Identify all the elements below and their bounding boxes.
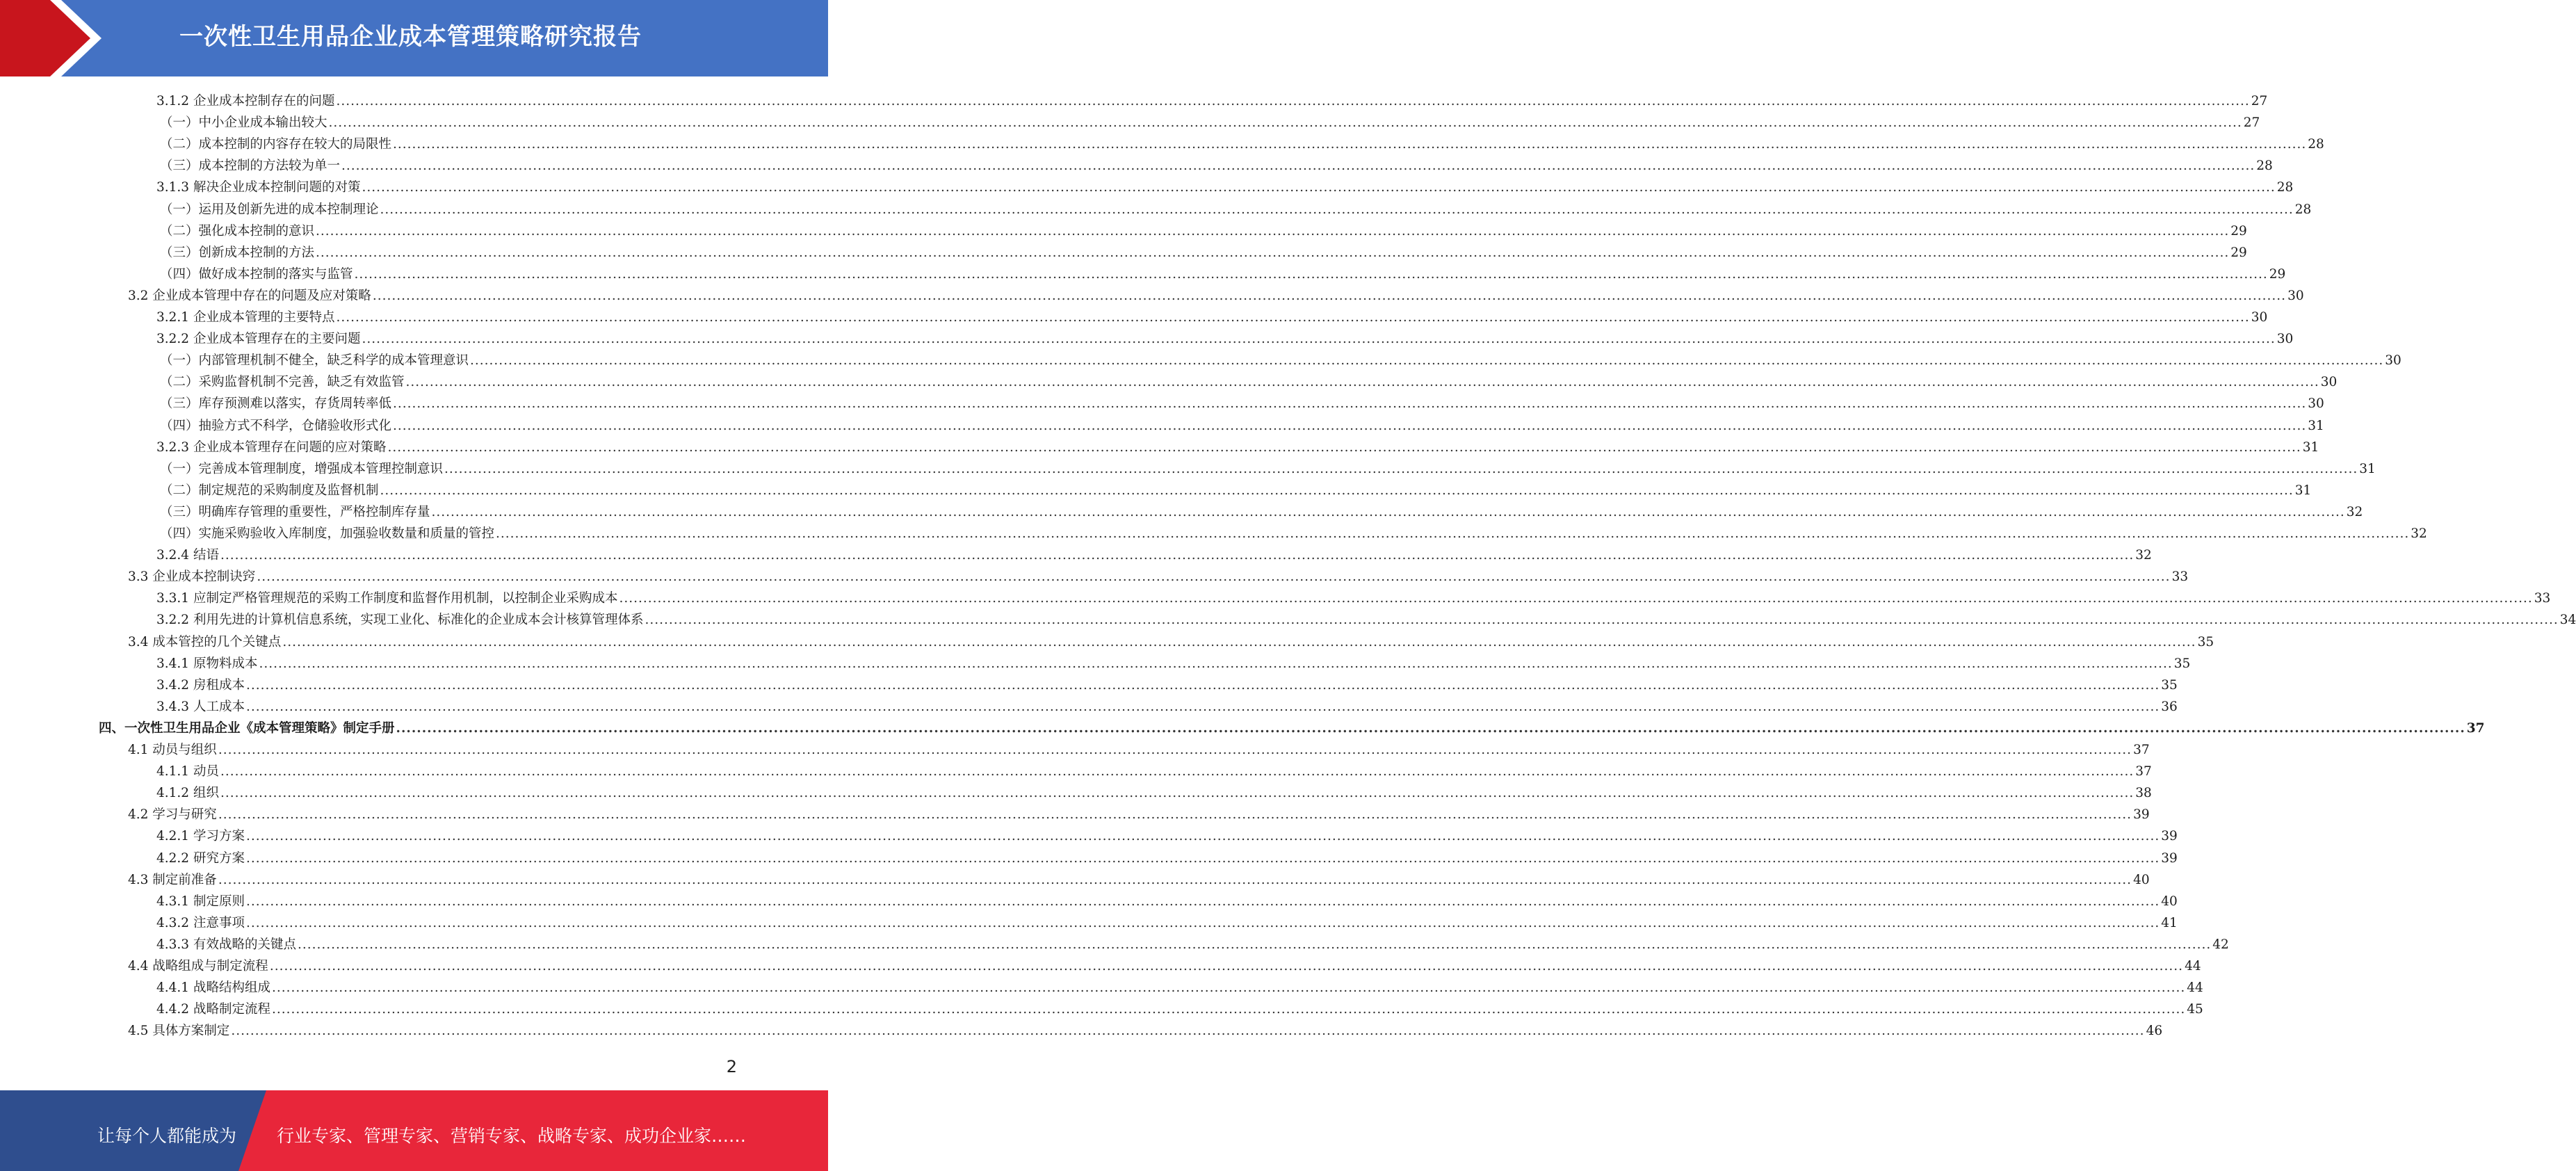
toc-leader-dots: ................................................................................................................................................................................................................................................................................................................................................................................................................ <box>470 353 2384 369</box>
toc-entry-label: 3.2.2 利用先进的计算机信息系统，实现工业化、标准化的企业成本会计核算管理体系 <box>156 613 644 628</box>
toc-entry-page: 39 <box>2133 807 2150 823</box>
toc-leader-dots: ................................................................................................................................................................................................................................................................................................................................................................................................................ <box>354 266 2268 282</box>
toc-leader-dots: ................................................................................................................................................................................................................................................................................................................................................................................................................ <box>396 720 2465 736</box>
toc-leader-dots: ................................................................................................................................................................................................................................................................................................................................................................................................................ <box>282 634 2196 649</box>
toc-leader-dots: ................................................................................................................................................................................................................................................................................................................................................................................................................ <box>393 418 2307 433</box>
toc-entry-label: 4.4.1 战略结构组成 <box>156 980 270 996</box>
toc-entry-page: 28 <box>2276 180 2294 195</box>
toc-entry-page: 38 <box>2135 786 2152 801</box>
toc-entry-label: 3.3.1 应制定严格管理规范的采购工作制度和监督作用机制，以控制企业采购成本 <box>156 591 618 606</box>
toc-entry-page: 41 <box>2161 915 2178 930</box>
toc-entry[interactable] <box>128 868 2150 889</box>
toc-entry[interactable] <box>128 954 2201 976</box>
toc-entry-page: 37 <box>2466 720 2485 736</box>
toc-entry[interactable] <box>156 911 2178 932</box>
toc-entry-label: 3.4.3 人工成本 <box>156 699 245 714</box>
toc-entry[interactable] <box>160 197 2312 219</box>
toc-entry[interactable] <box>128 738 2150 759</box>
toc-leader-dots: ................................................................................................................................................................................................................................................................................................................................................................................................................ <box>336 94 2250 108</box>
toc-entry-page: 30 <box>2276 332 2294 347</box>
toc-entry-page: 40 <box>2161 894 2178 909</box>
toc-entry[interactable] <box>128 1019 2163 1040</box>
toc-leader-dots: ................................................................................................................................................................................................................................................................................................................................................................................................................ <box>431 504 2345 519</box>
toc-entry-label: 3.4.2 房租成本 <box>156 677 245 693</box>
toc-entry[interactable] <box>160 457 2376 478</box>
toc-leader-dots: ................................................................................................................................................................................................................................................................................................................................................................................................................ <box>220 764 2134 780</box>
toc-entry-page: 32 <box>2346 504 2363 519</box>
toc-entry-label: （三）库存预测难以落实，存货周转率低 <box>160 396 392 412</box>
toc-entry-page: 31 <box>2294 483 2312 498</box>
toc-entry-label: 4.1.1 动员 <box>156 764 219 780</box>
toc-entry-label: （四）实施采购验收入库制度，加强验收数量和质量的管控 <box>160 526 495 541</box>
toc-leader-dots: ................................................................................................................................................................................................................................................................................................................................................................................................................ <box>393 137 2307 152</box>
toc-leader-dots: ................................................................................................................................................................................................................................................................................................................................................................................................................ <box>271 980 2186 996</box>
toc-entry-label: 4.5 具体方案制定 <box>128 1024 230 1039</box>
toc-entry[interactable] <box>160 391 2324 413</box>
toc-entry-page: 42 <box>2212 937 2229 952</box>
toc-entry-label: 3.4 成本管控的几个关键点 <box>128 634 282 649</box>
toc-entry-page: 30 <box>2287 288 2304 303</box>
toc-entry-page: 36 <box>2161 699 2178 714</box>
toc-entry-page: 39 <box>2161 829 2178 844</box>
toc-leader-dots: ................................................................................................................................................................................................................................................................................................................................................................................................................ <box>231 1024 2145 1039</box>
toc-entry-page: 27 <box>2251 94 2268 108</box>
toc-entry[interactable] <box>160 111 2260 132</box>
toc-entry-label: （三）明确库存管理的重要性，严格控制库存量 <box>160 504 430 519</box>
toc-entry[interactable] <box>160 348 2401 370</box>
toc-entry[interactable] <box>99 716 2485 738</box>
toc-entry-page: 28 <box>2308 137 2324 152</box>
toc-entry-page: 37 <box>2135 764 2152 780</box>
toc-entry-page: 34 <box>2559 613 2576 628</box>
toc-entry-label: 3.2 企业成本管理中存在的问题及应对策略 <box>128 288 371 303</box>
toc-leader-dots: ................................................................................................................................................................................................................................................................................................................................................................................................................ <box>619 591 2533 606</box>
toc-leader-dots: ................................................................................................................................................................................................................................................................................................................................................................................................................ <box>362 180 2276 195</box>
toc-leader-dots: ................................................................................................................................................................................................................................................................................................................................................................................................................ <box>245 699 2160 714</box>
toc-entry[interactable] <box>128 565 2189 586</box>
toc-entry-page: 31 <box>2302 439 2319 455</box>
toc-entry-page: 33 <box>2534 591 2551 606</box>
toc-entry[interactable] <box>160 219 2247 241</box>
toc-entry-label: （三）成本控制的方法较为单一 <box>160 159 341 174</box>
toc-entry-page: 35 <box>2173 656 2191 671</box>
toc-entry-page: 32 <box>2411 526 2427 541</box>
toc-entry-page: 29 <box>2230 223 2247 239</box>
toc-leader-dots: ................................................................................................................................................................................................................................................................................................................................................................................................................ <box>341 159 2255 174</box>
toc-entry-page: 35 <box>2161 677 2178 693</box>
toc-entry[interactable] <box>160 241 2247 262</box>
toc-entry-label: （一）中小企业成本输出较大 <box>160 115 327 131</box>
toc-entry-label: 4.2.1 学习方案 <box>156 829 245 844</box>
toc-entry-label: （四）做好成本控制的落实与监管 <box>160 266 353 282</box>
page-header <box>0 0 828 76</box>
toc-entry-label: 4.1.2 组织 <box>156 786 219 801</box>
toc-entry-page: 37 <box>2133 743 2150 757</box>
toc-entry[interactable] <box>156 652 2191 673</box>
toc-entry[interactable] <box>156 175 2294 197</box>
toc-entry-page: 29 <box>2230 245 2247 260</box>
page-number: 2 <box>726 1057 737 1076</box>
toc-entry-page: 32 <box>2135 548 2152 563</box>
toc-leader-dots: ................................................................................................................................................................................................................................................................................................................................................................................................................ <box>372 288 2287 303</box>
toc-entry-label: 3.4.1 原物料成本 <box>156 656 258 671</box>
page-footer <box>0 1090 828 1171</box>
toc-entry-label: 4.4.2 战略制定流程 <box>156 1002 270 1017</box>
toc-entry-page: 30 <box>2308 396 2324 412</box>
toc-entry-label: （二）成本控制的内容存在较大的局限性 <box>160 137 392 152</box>
toc-entry-label: 3.1.3 解决企业成本控制问题的对策 <box>156 180 361 195</box>
toc-leader-dots: ................................................................................................................................................................................................................................................................................................................................................................................................................ <box>362 332 2276 347</box>
toc-entry-page: 33 <box>2171 570 2189 585</box>
toc-entry-page: 27 <box>2243 115 2260 131</box>
toc-entry-page: 30 <box>2385 353 2401 369</box>
toc-entry[interactable] <box>160 478 2312 500</box>
toc-entry[interactable] <box>160 522 2427 543</box>
toc-entry-label: 3.2.2 企业成本管理存在的主要问题 <box>156 332 361 347</box>
toc-leader-dots: ................................................................................................................................................................................................................................................................................................................................................................................................................ <box>269 959 2184 974</box>
toc-entry[interactable] <box>156 608 2576 629</box>
toc-leader-dots: ................................................................................................................................................................................................................................................................................................................................................................................................................ <box>316 245 2230 260</box>
toc-leader-dots: ................................................................................................................................................................................................................................................................................................................................................................................................................ <box>218 872 2132 887</box>
toc-leader-dots: ................................................................................................................................................................................................................................................................................................................................................................................................................ <box>245 894 2160 909</box>
toc-leader-dots: ................................................................................................................................................................................................................................................................................................................................................................................................................ <box>328 115 2242 131</box>
toc-leader-dots: ................................................................................................................................................................................................................................................................................................................................................................................................................ <box>220 548 2134 563</box>
toc-leader-dots: ................................................................................................................................................................................................................................................................................................................................................................................................................ <box>316 223 2230 239</box>
toc-leader-dots: ................................................................................................................................................................................................................................................................................................................................................................................................................ <box>297 937 2212 952</box>
footer-slogan-roles: 行业专家、管理专家、营销专家、战略专家、成功企业家…… <box>277 1126 747 1146</box>
toc-entry[interactable] <box>156 889 2178 911</box>
toc-entry-label: （一）完善成本管理制度，增强成本管理控制意识 <box>160 461 444 476</box>
toc-entry[interactable] <box>160 262 2286 284</box>
toc-entry[interactable] <box>156 327 2294 348</box>
toc-entry-label: 4.3.1 制定原则 <box>156 894 245 909</box>
document-title: 一次性卫生用品企业成本管理策略研究报告 <box>179 23 642 51</box>
toc-entry-label: 4.3.2 注意事项 <box>156 915 245 930</box>
toc-entry[interactable] <box>160 132 2324 154</box>
toc-entry[interactable] <box>156 543 2152 565</box>
toc-leader-dots: ................................................................................................................................................................................................................................................................................................................................................................................................................ <box>257 570 2171 585</box>
toc-entry[interactable] <box>156 586 2551 608</box>
toc-entry-label: 四、一次性卫生用品企业《成本管理策略》制定手册 <box>99 720 395 736</box>
toc-entry[interactable] <box>160 154 2273 175</box>
toc-entry-page: 31 <box>2359 461 2376 476</box>
toc-entry[interactable] <box>156 695 2178 716</box>
toc-leader-dots: ................................................................................................................................................................................................................................................................................................................................................................................................................ <box>245 915 2160 930</box>
toc-entry[interactable] <box>160 500 2363 522</box>
toc-entry[interactable] <box>160 414 2324 435</box>
toc-entry-label: 3.1.2 企业成本控制存在的问题 <box>156 94 335 108</box>
toc-entry-label: （一）内部管理机制不健全，缺乏科学的成本管理意识 <box>160 353 469 369</box>
toc-leader-dots: ................................................................................................................................................................................................................................................................................................................................................................................................................ <box>380 202 2294 217</box>
toc-leader-dots: ................................................................................................................................................................................................................................................................................................................................................................................................................ <box>393 396 2307 412</box>
toc-leader-dots: ................................................................................................................................................................................................................................................................................................................................................................................................................ <box>218 743 2132 757</box>
toc-leader-dots: ................................................................................................................................................................................................................................................................................................................................................................................................................ <box>387 439 2301 455</box>
header-arrow-accent <box>0 0 104 76</box>
toc-leader-dots: ................................................................................................................................................................................................................................................................................................................................................................................................................ <box>444 461 2358 476</box>
toc-entry-page: 31 <box>2308 418 2324 433</box>
toc-entry[interactable] <box>160 370 2338 391</box>
toc-entry[interactable] <box>156 89 2268 111</box>
toc-entry[interactable] <box>156 673 2178 695</box>
toc-entry[interactable] <box>128 284 2304 305</box>
toc-entry-label: 4.3.3 有效战略的关键点 <box>156 937 296 952</box>
toc-leader-dots: ................................................................................................................................................................................................................................................................................................................................................................................................................ <box>336 310 2250 325</box>
toc-entry-label: （二）制定规范的采购制度及监督机制 <box>160 483 379 498</box>
toc-entry[interactable] <box>156 781 2152 802</box>
toc-entry-label: 3.2.3 企业成本管理存在问题的应对策略 <box>156 439 387 455</box>
toc-leader-dots: ................................................................................................................................................................................................................................................................................................................................................................................................................ <box>380 483 2294 498</box>
toc-entry[interactable] <box>156 435 2319 457</box>
toc-entry-page: 44 <box>2187 980 2203 996</box>
toc-entry-page: 40 <box>2133 872 2150 887</box>
toc-entry[interactable] <box>156 305 2268 327</box>
toc-entry-page: 39 <box>2161 850 2178 866</box>
toc-entry-label: 4.3 制定前准备 <box>128 872 217 887</box>
toc-entry-page: 35 <box>2197 634 2214 649</box>
toc-entry-page: 44 <box>2185 959 2201 974</box>
toc-leader-dots: ................................................................................................................................................................................................................................................................................................................................................................................................................ <box>245 677 2160 693</box>
toc-entry-label: 3.2.4 结语 <box>156 548 219 563</box>
toc-entry-page: 30 <box>2320 375 2338 390</box>
toc-leader-dots: ................................................................................................................................................................................................................................................................................................................................................................................................................ <box>405 375 2319 390</box>
toc-entry-label: 4.2.2 研究方案 <box>156 850 245 866</box>
toc-entry[interactable] <box>156 846 2178 868</box>
toc-entry[interactable] <box>156 824 2178 846</box>
toc-entry-label: （二）采购监督机制不完善，缺乏有效监管 <box>160 375 405 390</box>
toc-entry-page: 28 <box>2294 202 2312 217</box>
toc-leader-dots: ................................................................................................................................................................................................................................................................................................................................................................................................................ <box>220 786 2134 801</box>
toc-leader-dots: ................................................................................................................................................................................................................................................................................................................................................................................................................ <box>645 613 2559 628</box>
toc-entry[interactable] <box>128 802 2150 824</box>
toc-leader-dots: ................................................................................................................................................................................................................................................................................................................................................................................................................ <box>259 656 2173 671</box>
toc-entry-label: 3.2.1 企业成本管理的主要特点 <box>156 310 335 325</box>
toc-entry[interactable] <box>156 932 2229 954</box>
toc-leader-dots: ................................................................................................................................................................................................................................................................................................................................................................................................................ <box>496 526 2410 541</box>
toc-leader-dots: ................................................................................................................................................................................................................................................................................................................................................................................................................ <box>245 850 2160 866</box>
toc-entry-page: 45 <box>2187 1002 2203 1017</box>
toc-entry-page: 46 <box>2146 1024 2163 1039</box>
toc-entry[interactable] <box>156 997 2203 1019</box>
toc-entry-label: （一）运用及创新先进的成本控制理论 <box>160 202 379 217</box>
toc-entry[interactable] <box>156 976 2203 997</box>
toc-entry-label: 4.2 学习与研究 <box>128 807 217 823</box>
toc-entry-label: （四）抽验方式不科学，仓储验收形式化 <box>160 418 392 433</box>
toc-leader-dots: ................................................................................................................................................................................................................................................................................................................................................................................................................ <box>218 807 2132 823</box>
toc-entry-page: 28 <box>2256 159 2273 174</box>
toc-entry-label: 4.4 战略组成与制定流程 <box>128 959 268 974</box>
toc-leader-dots: ................................................................................................................................................................................................................................................................................................................................................................................................................ <box>245 829 2160 844</box>
footer-slogan-lead: 让每个人都能成为 <box>97 1126 237 1146</box>
toc-entry-label: 3.3 企业成本控制诀窍 <box>128 570 256 585</box>
toc-entry-page: 29 <box>2269 266 2286 282</box>
toc-entry-label: （二）强化成本控制的意识 <box>160 223 315 239</box>
toc-entry[interactable] <box>156 759 2152 781</box>
toc-leader-dots: ................................................................................................................................................................................................................................................................................................................................................................................................................ <box>271 1002 2186 1017</box>
toc-entry-page: 30 <box>2251 310 2268 325</box>
toc-entry-label: 4.1 动员与组织 <box>128 743 217 757</box>
toc-entry[interactable] <box>128 630 2214 652</box>
toc-entry-label: （三）创新成本控制的方法 <box>160 245 315 260</box>
